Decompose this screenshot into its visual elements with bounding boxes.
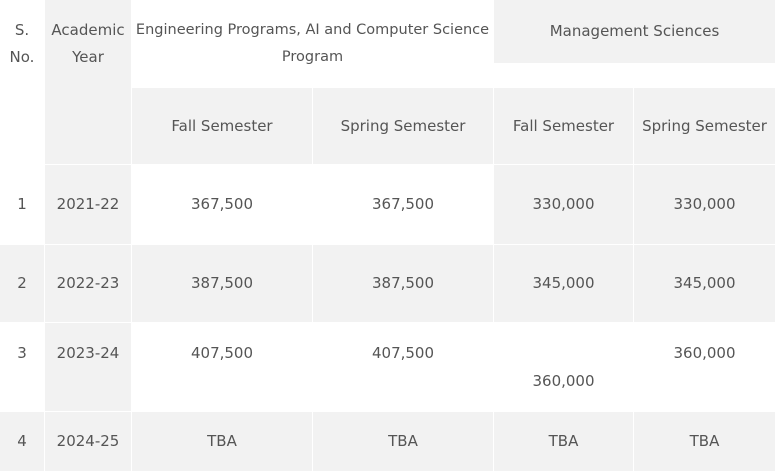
cell-sno: 1	[0, 165, 44, 244]
cell-mgmt-fall: 345,000	[494, 245, 633, 322]
cell-eng-fall: TBA	[132, 412, 312, 471]
header-sno: S. No.	[0, 0, 44, 164]
header-eng-spring: Spring Semester	[313, 88, 493, 164]
cell-year: 2023-24	[45, 323, 131, 411]
cell-mgmt-fall: 330,000	[494, 165, 633, 244]
cell-eng-spring: 407,500	[313, 323, 493, 411]
cell-eng-spring: 367,500	[313, 165, 493, 244]
cell-sno: 2	[0, 245, 44, 322]
header-eng-fall: Fall Semester	[132, 88, 312, 164]
cell-year: 2024-25	[45, 412, 131, 471]
cell-sno: 3	[0, 323, 44, 411]
cell-mgmt-spring: 330,000	[634, 165, 775, 244]
cell-year: 2021-22	[45, 165, 131, 244]
header-year: Academic Year	[45, 0, 131, 164]
cell-mgmt-spring: 345,000	[634, 245, 775, 322]
cell-mgmt-fall: TBA	[494, 412, 633, 471]
header-mgmt-fall: Fall Semester	[494, 88, 633, 164]
cell-mgmt-spring: TBA	[634, 412, 775, 471]
cell-eng-fall: 367,500	[132, 165, 312, 244]
cell-eng-spring: 387,500	[313, 245, 493, 322]
cell-sno: 4	[0, 412, 44, 471]
cell-eng-fall: 407,500	[132, 323, 312, 411]
header-mgmt-spring: Spring Semester	[634, 88, 775, 164]
header-management: Management Sciences	[494, 0, 775, 63]
cell-mgmt-fall: 360,000	[494, 323, 633, 411]
cell-year: 2022-23	[45, 245, 131, 322]
cell-eng-fall: 387,500	[132, 245, 312, 322]
cell-eng-spring: TBA	[313, 412, 493, 471]
header-engineering: Engineering Programs, AI and Computer Science Program	[132, 0, 493, 87]
cell-mgmt-spring: 360,000	[634, 323, 775, 411]
